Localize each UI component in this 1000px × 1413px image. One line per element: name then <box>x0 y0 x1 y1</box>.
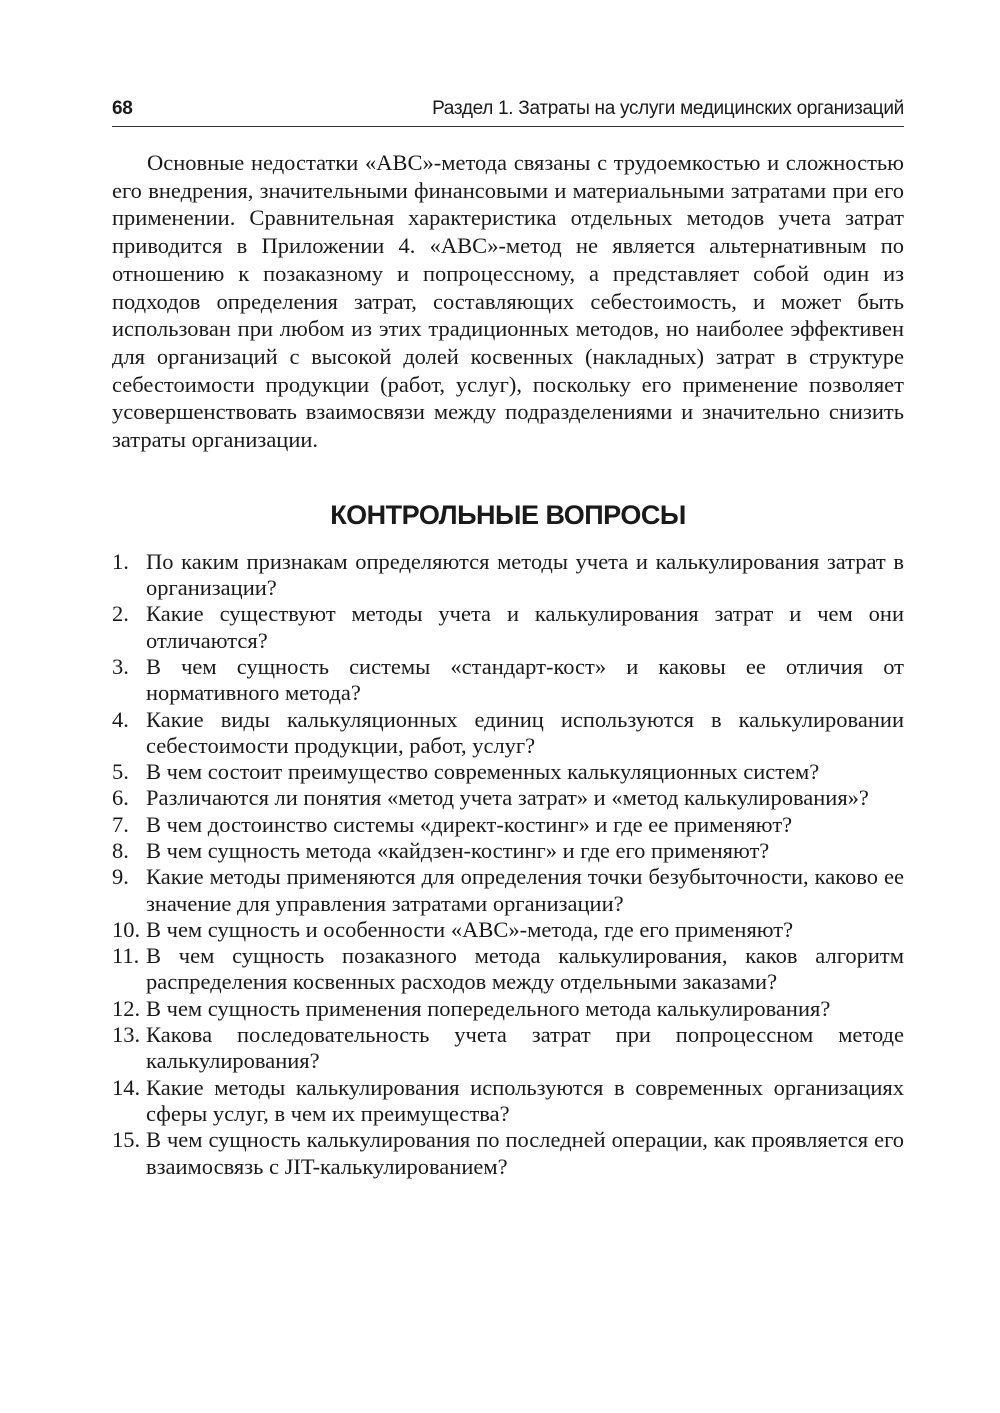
section-title: Раздел 1. Затраты на услуги медицинских организаций <box>432 98 904 119</box>
question-text: В чем сущность калькулирования по последней операции, как проявляется его взаимосвязь с JIT-калькулированием? <box>146 1127 904 1179</box>
page-number: 68 <box>112 98 133 119</box>
question-number: 9. <box>112 864 129 890</box>
question-item <box>112 785 904 811</box>
question-text: В чем сущность позаказного метода калькулирования, каков алгоритм распределения косвенных расходов между отдельными заказами? <box>146 943 904 995</box>
questions-list <box>112 549 904 1180</box>
question-number: 13. <box>112 1022 141 1048</box>
question-item <box>112 812 904 838</box>
question-item <box>112 996 904 1022</box>
question-number: 11. <box>112 943 140 969</box>
question-number: 10. <box>112 916 141 942</box>
question-number: 12. <box>112 995 141 1021</box>
question-item <box>112 1127 904 1180</box>
question-text: В чем сущность метода «кайдзен-костинг» и где его применяют? <box>146 838 770 863</box>
question-text: Различаются ли понятия «метод учета затрат» и «метод калькулирования»? <box>146 785 869 811</box>
question-text: Какие виды калькуляционных единиц используются в калькулировании себестоимости продукции, работ, услуг? <box>146 706 904 758</box>
question-text: В чем состоит преимущество современных калькуляционных систем? <box>146 759 820 785</box>
question-text: Какова последовательность учета затрат при попроцессном методе калькулирования? <box>146 1022 904 1074</box>
question-item <box>112 549 904 602</box>
question-item <box>112 707 904 760</box>
question-text: Какие существуют методы учета и калькулирования затрат и чем они отличаются? <box>146 601 904 653</box>
question-text: Какие методы применяются для определения точки безубыточности, каково ее значение для управления затратами организации? <box>146 864 904 916</box>
question-item <box>112 838 904 864</box>
question-item <box>112 917 904 943</box>
question-number: 8. <box>112 838 129 863</box>
question-number: 4. <box>112 706 129 732</box>
question-number: 7. <box>112 811 129 837</box>
question-number: 2. <box>112 601 129 627</box>
question-text: По каким признакам определяются методы учета и калькулирования затрат в организации? <box>146 548 904 601</box>
question-number: 5. <box>112 759 129 785</box>
question-item <box>112 1075 904 1128</box>
question-item <box>112 864 904 917</box>
question-text: В чем сущность системы «стандарт-кост» и каковы ее отличия от нормативного метода? <box>146 653 904 706</box>
question-item <box>112 601 904 654</box>
question-text: В чем достоинство системы «директ-костинг» и где ее применяют? <box>146 811 793 837</box>
question-number: 15. <box>112 1127 141 1153</box>
question-item <box>112 759 904 785</box>
question-number: 3. <box>112 653 129 679</box>
question-number: 1. <box>112 548 129 574</box>
document-page <box>112 96 904 1180</box>
question-number: 6. <box>112 785 129 811</box>
question-item <box>112 943 904 996</box>
question-text: Какие методы калькулирования используются в современных организациях сферы услуг, в чем их преимущества? <box>146 1074 904 1126</box>
body-paragraph: Основные недостатки «ABC»-метода связаны с трудоемкостью и сложностью его внедрения, значительными финансовыми и материальными затратами при его применении. Сравнительная характеристика отдельных методов учета затрат приводится в Приложении 4. «ABC»-метод не является альтернативным по отношению к позаказному и попроцессному, а представляет собой один из подходов определения затрат, составляющих себестоимость, и может быть использован при любом из этих традиционных методов, но наиболее эффективен для организаций с высокой долей косвенных (накладных) затрат в структуре себестоимости продукции (работ, услуг), поскольку его применение позволяет усовершенствовать взаимосвязи между подразделениями и значительно снизить затраты организации. <box>112 150 904 453</box>
question-item <box>112 1022 904 1075</box>
questions-heading: КОНТРОЛЬНЫЕ ВОПРОСЫ <box>330 499 686 530</box>
question-item <box>112 654 904 707</box>
question-text: В чем сущность и особенности «ABC»-метода, где его применяют? <box>146 916 794 942</box>
running-header <box>112 96 904 127</box>
question-text: В чем сущность применения попередельного метода калькулирования? <box>146 995 831 1021</box>
question-number: 14. <box>112 1074 141 1100</box>
